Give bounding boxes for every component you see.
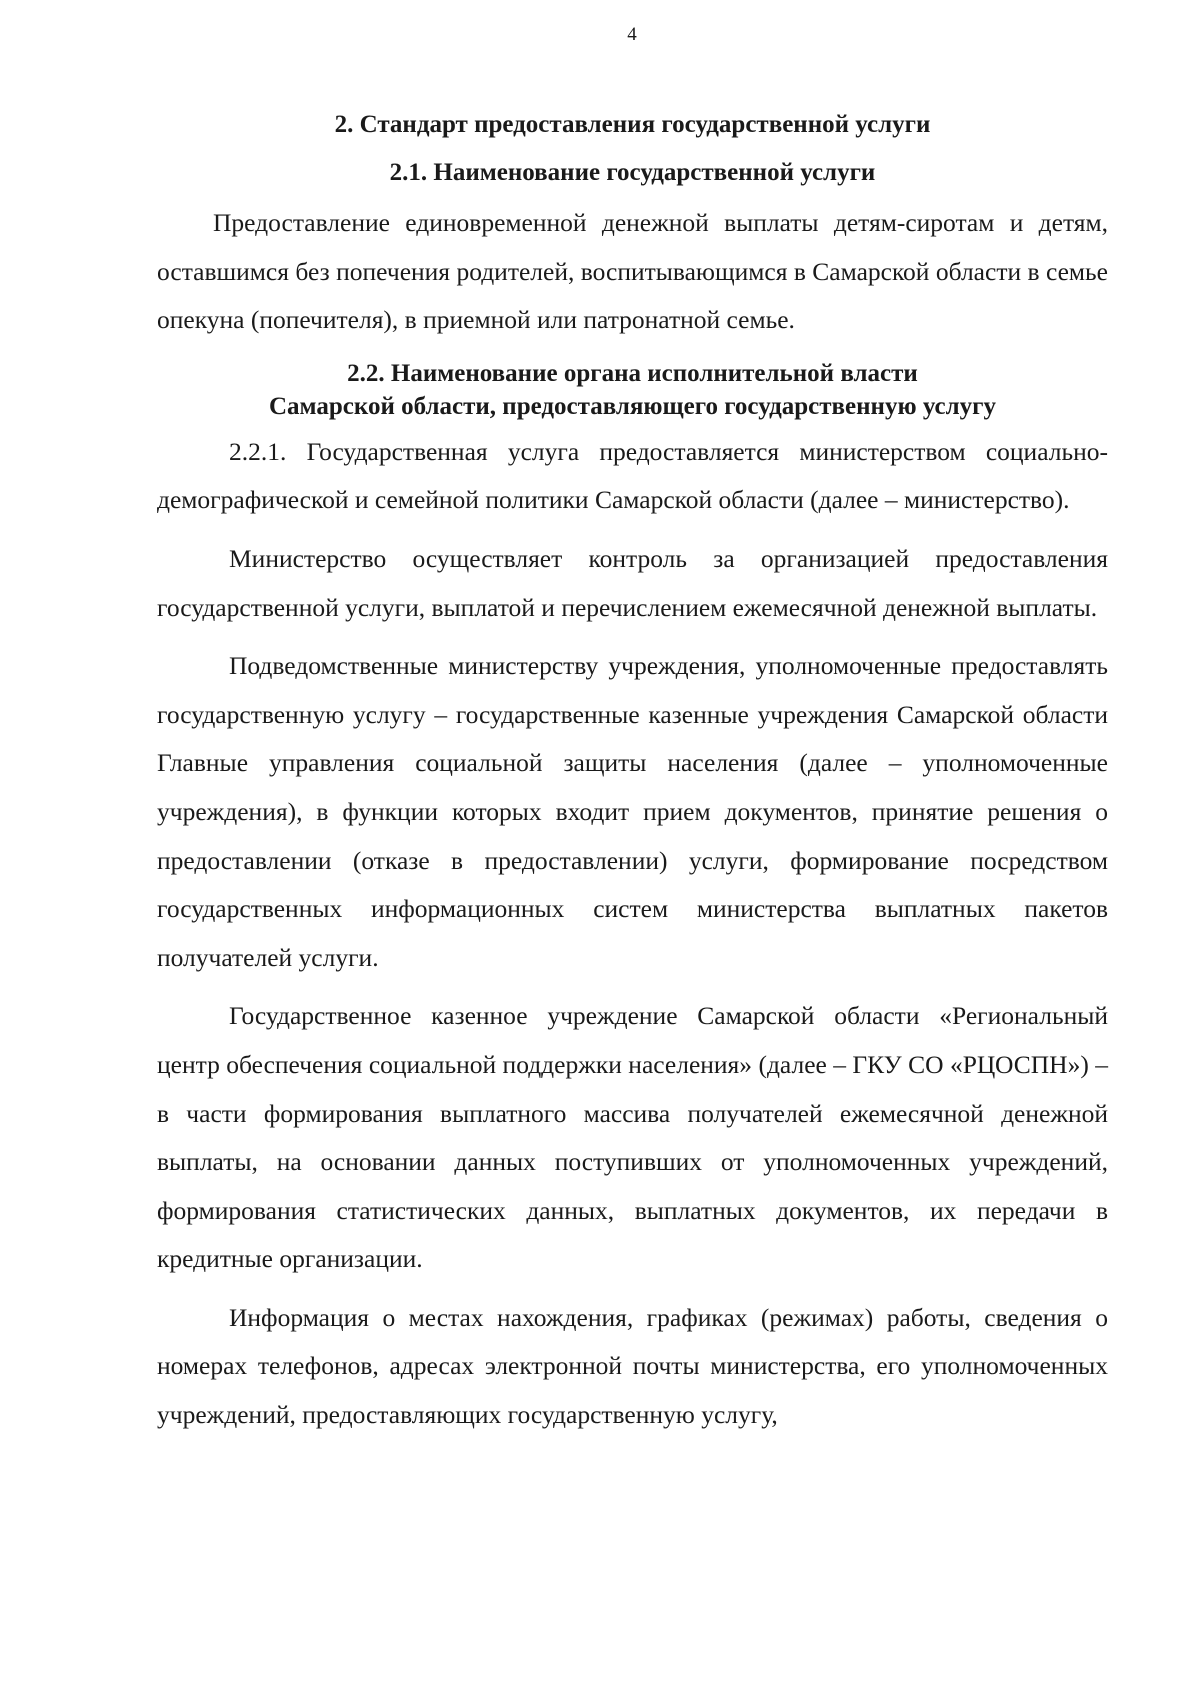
document-body [157, 108, 1108, 1440]
subsection-heading-authority-line1: 2.2. Наименование органа исполнительной власти [347, 359, 918, 387]
page-number: 4 [627, 24, 637, 45]
subsection-heading-service-name: 2.1. Наименование государственной услуги [389, 159, 876, 186]
paragraph-service-description: Предоставление единовременной денежной выплаты детям-сиротам и детям, оставшимся без попечения родителей, воспитывающимся в Самарской области в семье опекуна (попечителя), в приемной или патронатной семье. [157, 208, 1108, 335]
paragraph-subordinate-institutions: Подведомственные министерству учреждения, уполномоченные предоставлять государственную услугу – государственные казенные учреждения Самарской области Главные управления социальной защиты населения (далее – уполномоченные учреждения), в функции которых входит прием документов, принятие решения о предоставлении (отказе в предоставлении) услуги, формирование посредством государственных информационных систем министерства выплатных пакетов получателей услуги. [157, 651, 1108, 972]
subsection-heading-authority-line2: Самарской области, предоставляющего государственную услугу [268, 392, 997, 420]
paragraph-2-2-1: 2.2.1. Государственная услуга предоставляется министерством социально-демографической и семейной политики Самарской области (далее – министерство). [157, 436, 1108, 515]
subsection-heading-authority [157, 357, 1108, 423]
paragraph-contact-info: Информация о местах нахождения, графиках (режимах) работы, сведения о номерах телефонов, адресах электронной почты министерства, его уполномоченных учреждений, предоставляющих государственную услугу, [157, 1302, 1108, 1430]
paragraph-rcospn: Государственное казенное учреждение Самарской области «Региональный центр обеспечения социальной поддержки населения» (далее – ГКУ СО «РЦОСПН») – в части формирования выплатного массива получателей ежемесячной денежной выплаты, на основании данных поступивших от уполномоченных учреждений, формирования статистических данных, выплатных документов, их передачи в кредитные организации. [157, 1001, 1108, 1274]
section-heading: 2. Стандарт предоставления государственной услуги [334, 111, 931, 138]
paragraph-ministry-control: Министерство осуществляет контроль за организацией предоставления государственной услуги, выплатой и перечислением ежемесячной денежной выплаты. [157, 543, 1108, 622]
